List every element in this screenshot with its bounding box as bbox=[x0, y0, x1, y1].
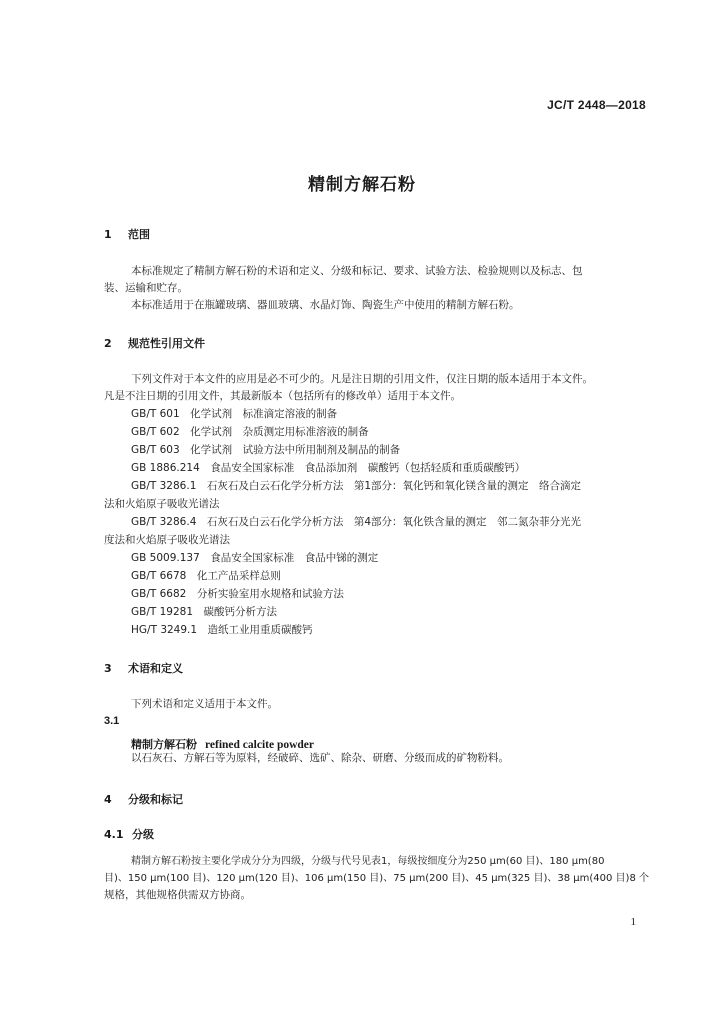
reference-item: GB/T 603 化学试剂 试验方法中所用制剂及制品的制备 bbox=[131, 444, 401, 456]
section-number: 3 bbox=[104, 662, 112, 675]
reference-item: GB/T 6678 化工产品采样总则 bbox=[131, 570, 281, 582]
reference-item: GB/T 19281 碳酸钙分析方法 bbox=[131, 606, 278, 618]
reference-item: GB/T 6682 分析实验室用水规格和试验方法 bbox=[131, 588, 344, 600]
subsection-4-1-heading bbox=[104, 826, 154, 842]
reference-item: GB/T 3286.4 石灰石及白云石化学分析方法 第4部分：氧化铁含量的测定 邻二氮杂菲分光光 bbox=[131, 516, 582, 528]
subsection-number: 4.1 bbox=[104, 828, 124, 841]
section-3-intro: 下列术语和定义适用于本文件。 bbox=[131, 698, 278, 710]
section-1-paragraph-cont: 装、运输和贮存。 bbox=[104, 282, 188, 294]
term-english: refined calcite powder bbox=[205, 739, 315, 751]
reference-item: HG/T 3249.1 造纸工业用重质碳酸钙 bbox=[131, 624, 313, 636]
reference-item: GB 1886.214 食品安全国家标准 食品添加剂 碳酸钙（包括轻质和重质碳酸钙） bbox=[131, 462, 526, 474]
standard-code: JC/T 2448—2018 bbox=[547, 98, 646, 112]
section-title: 范围 bbox=[128, 228, 150, 241]
section-4-paragraph-cont: 规格，其他规格供需双方协商。 bbox=[104, 889, 251, 901]
reference-item-cont: 度法和火焰原子吸收光谱法 bbox=[104, 534, 230, 546]
section-number: 1 bbox=[104, 228, 112, 241]
page-number: 1 bbox=[630, 916, 636, 928]
reference-item-cont: 法和火焰原子吸收光谱法 bbox=[104, 498, 220, 510]
section-number: 4 bbox=[104, 793, 112, 806]
section-number: 2 bbox=[104, 337, 112, 350]
section-2-intro: 下列文件对于本文件的应用是必不可少的。凡是注日期的引用文件，仅注日期的版本适用于本文件。 bbox=[131, 373, 593, 385]
term-number: 3.1 bbox=[104, 715, 120, 727]
section-title: 术语和定义 bbox=[128, 662, 183, 675]
term-chinese: 精制方解石粉 bbox=[131, 738, 197, 751]
reference-item: GB/T 3286.1 石灰石及白云石化学分析方法 第1部分：氧化钙和氧化镁含量的测定 络合滴定 bbox=[131, 480, 582, 492]
term-definition: 以石灰石、方解石等为原料，经破碎、选矿、除杂、研磨、分级而成的矿物粉料。 bbox=[131, 752, 509, 764]
section-title: 分级和标记 bbox=[128, 793, 183, 806]
section-title: 规范性引用文件 bbox=[128, 337, 205, 350]
section-1-paragraph: 本标准规定了精制方解石粉的术语和定义、分级和标记、要求、试验方法、检验规则以及标志、包 bbox=[131, 265, 583, 277]
subsection-title: 分级 bbox=[132, 828, 154, 841]
section-2-intro-cont: 凡是不注日期的引用文件，其最新版本（包括所有的修改单）适用于本文件。 bbox=[104, 390, 461, 402]
section-1-heading bbox=[104, 226, 150, 242]
section-3-heading bbox=[104, 660, 183, 676]
section-4-heading bbox=[104, 791, 183, 807]
section-4-paragraph-cont: 目)、150 μm(100 目)、120 μm(120 目)、106 μm(150 目)、75 μm(200 目)、45 μm(325 目)、38 μm(400 目)8 个 bbox=[104, 873, 649, 884]
reference-item: GB 5009.137 食品安全国家标准 食品中锑的测定 bbox=[131, 552, 379, 564]
reference-item: GB/T 601 化学试剂 标准滴定溶液的制备 bbox=[131, 408, 338, 420]
section-1-paragraph: 本标准适用于在瓶罐玻璃、器皿玻璃、水晶灯饰、陶瓷生产中使用的精制方解石粉。 bbox=[131, 299, 520, 311]
section-4-paragraph: 精制方解石粉按主要化学成分分为四级，分级与代号见表1，每级按细度分为250 μm(60 目)、180 μm(80 bbox=[131, 856, 605, 867]
page-title: 精制方解石粉 bbox=[308, 175, 416, 195]
section-2-heading bbox=[104, 335, 205, 351]
reference-item: GB/T 602 化学试剂 杂质测定用标准溶液的制备 bbox=[131, 426, 369, 438]
